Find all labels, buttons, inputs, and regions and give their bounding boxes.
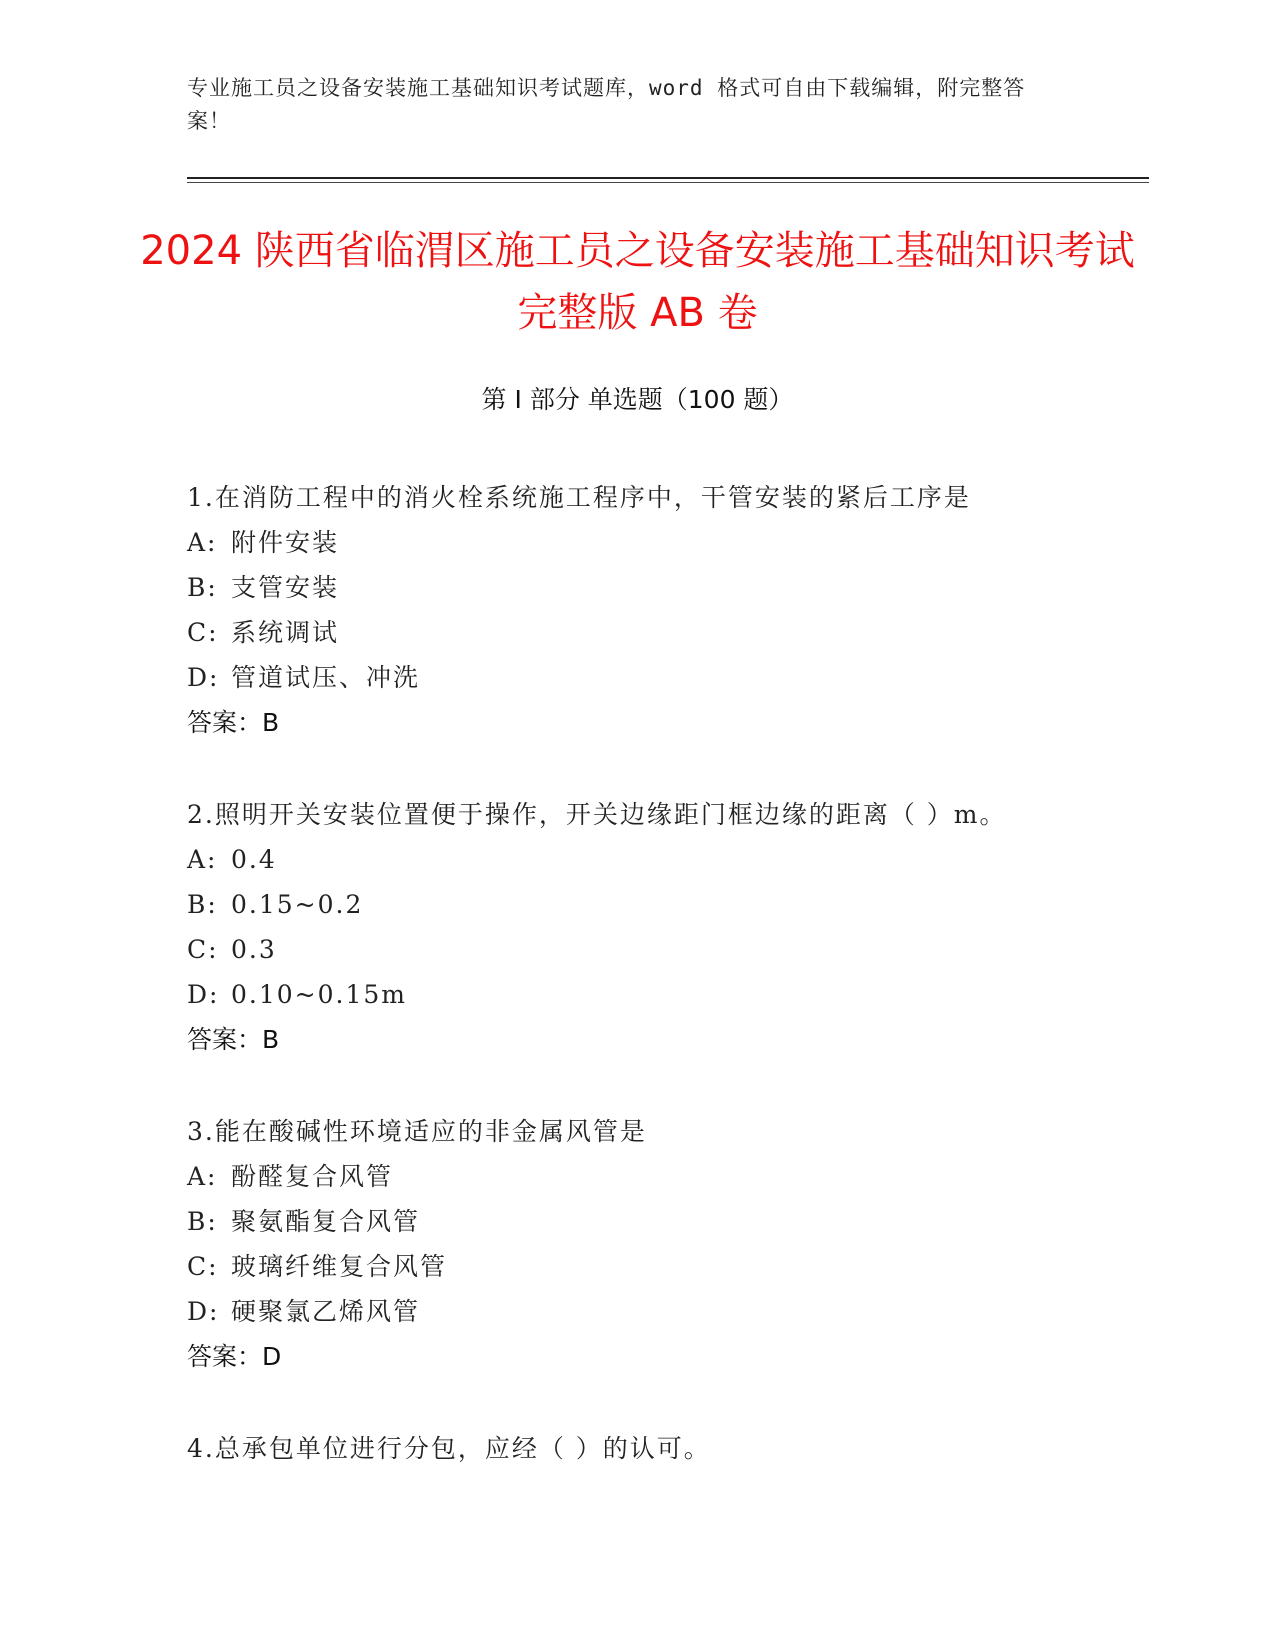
option-a [187,520,1147,565]
option-b [187,882,1147,927]
answer-value: D [262,1342,282,1371]
option-letter: A: [187,845,218,874]
option-a [187,837,1147,882]
option-text: 支管安装 [231,573,340,602]
option-letter: B: [187,573,218,602]
option-b [187,565,1147,610]
question-2 [187,792,1147,1062]
option-text: 酚醛复合风管 [231,1162,394,1191]
question-list [187,475,1147,1518]
option-letter: C: [187,935,219,964]
option-d [187,655,1147,700]
option-text: 0.4 [231,845,277,874]
question-text: 4.总承包单位进行分包，应经（ ）的认可。 [187,1434,711,1463]
section-heading: 第 I 部分 单选题（100 题） [481,385,794,414]
answer-value: B [262,1025,280,1054]
option-b [187,1199,1147,1244]
option-c [187,610,1147,655]
option-d [187,1289,1147,1334]
answer-label: 答案： [187,1025,263,1054]
option-text: 聚氨酯复合风管 [231,1207,421,1236]
option-letter: C: [187,1252,219,1281]
question-text: 1.在消防工程中的消火栓系统施工程序中，干管安装的紧后工序是 [187,483,971,512]
option-c [187,927,1147,972]
option-text: 玻璃纤维复合风管 [231,1252,448,1281]
question-text: 2.照明开关安装位置便于操作，开关边缘距门框边缘的距离（ ）m。 [187,800,1007,829]
option-text: 附件安装 [231,528,340,557]
option-a [187,1154,1147,1199]
option-d [187,972,1147,1017]
option-letter: C: [187,618,219,647]
option-text: 管道试压、冲洗 [231,663,421,692]
option-letter: A: [187,1162,218,1191]
option-text: 0.10~0.15m [231,980,407,1009]
question-text: 3.能在酸碱性环境适应的非金属风管是 [187,1117,647,1146]
option-letter: B: [187,1207,218,1236]
header-divider-thick [187,177,1149,179]
question-4 [187,1426,1147,1471]
option-text: 系统调试 [231,618,340,647]
answer-line [187,700,1147,745]
option-letter: A: [187,528,218,557]
option-text: 0.15~0.2 [231,890,364,919]
question-3 [187,1109,1147,1379]
option-letter: D: [187,1297,220,1326]
answer-value: B [262,708,280,737]
question-1 [187,475,1147,745]
answer-label: 答案： [187,1342,263,1371]
option-letter: D: [187,980,220,1009]
answer-label: 答案： [187,708,263,737]
option-text: 硬聚氯乙烯风管 [231,1297,421,1326]
answer-line [187,1334,1147,1379]
document-title: 2024 陕西省临渭区施工员之设备安装施工基础知识考试完整版 AB 卷 [140,228,1135,336]
header-divider-thin [187,182,1149,183]
option-text: 0.3 [231,935,277,964]
header-note: 专业施工员之设备安装施工基础知识考试题库，word 格式可自由下载编辑，附完整答案！ [187,76,1026,133]
option-c [187,1244,1147,1289]
option-letter: D: [187,663,220,692]
option-letter: B: [187,890,218,919]
answer-line [187,1017,1147,1062]
